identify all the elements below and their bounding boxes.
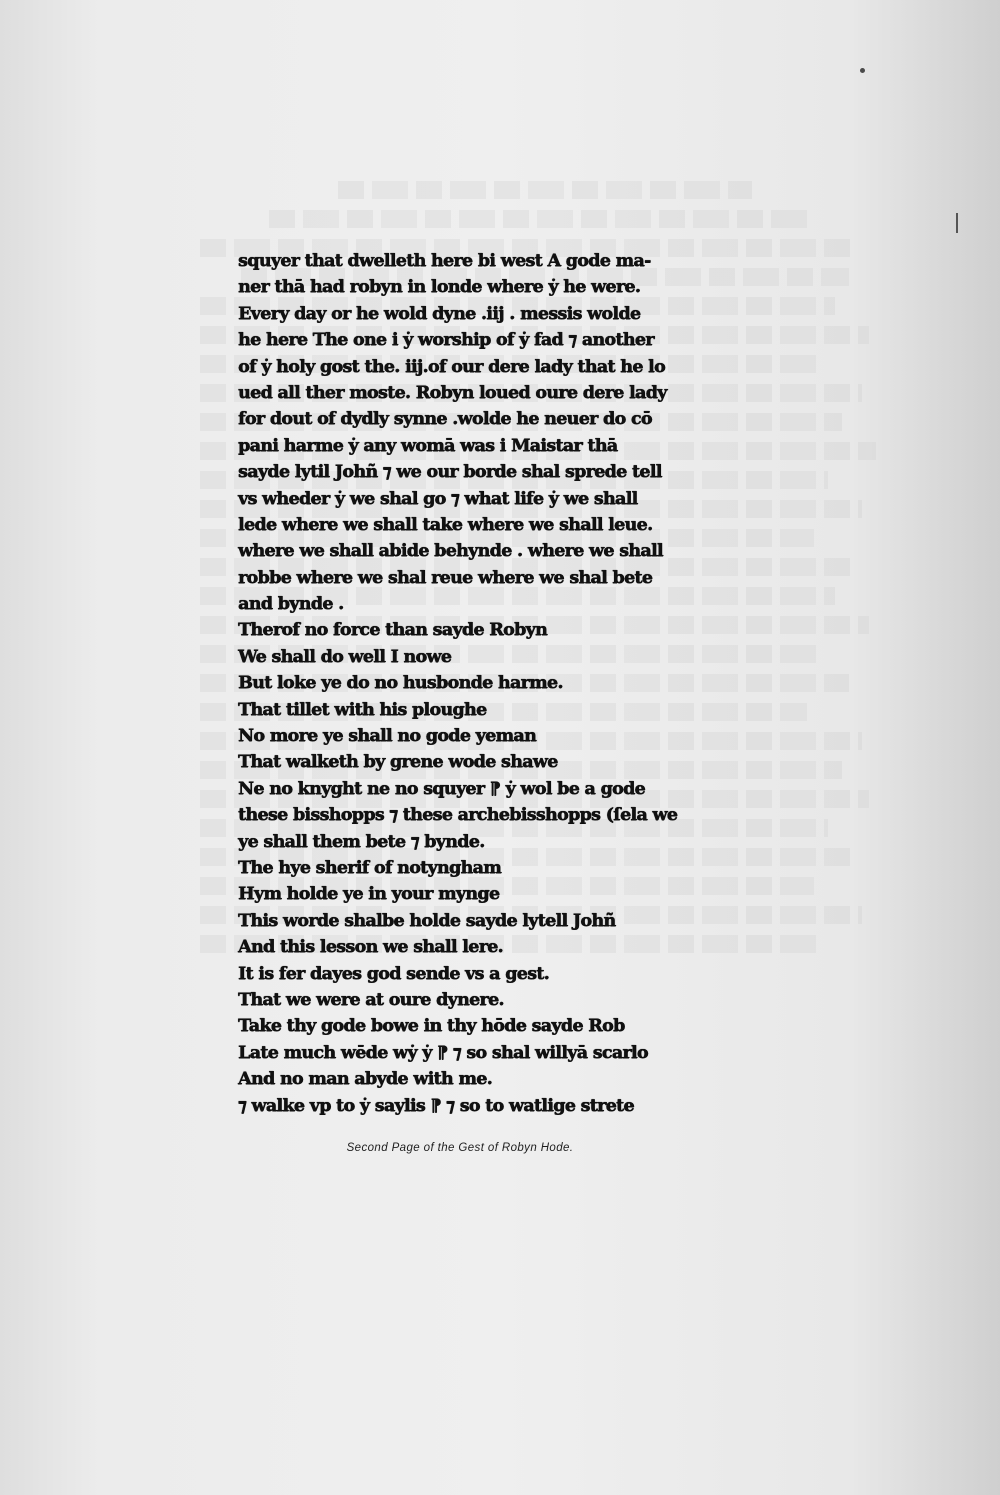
text-line: Every day or he wold dyne .iij . messis wolde [238, 303, 641, 324]
text-line: sayde lytil Johñ ⁊ we our borde shal sprede tell [238, 462, 662, 483]
text-line: squyer that dwelleth here bi west A gode ma- [238, 251, 651, 271]
bleed-through-mark [338, 181, 752, 199]
text-line: ⁊ walke vp to ẏ saylis ⁋ ⁊ so to watlige strete [238, 1095, 634, 1116]
text-line: The hye sherif of notyngham [238, 857, 502, 878]
text-line: Late much wēde wẏ ẏ ⁋ ⁊ so shal willyā scarlo [238, 1042, 648, 1063]
text-line: Therof no force than sayde Robyn [238, 620, 548, 641]
text-line: This worde shalbe holde sayde lytell Johñ [238, 910, 616, 931]
text-line: where we shall abide behynde . where we shall [238, 541, 663, 562]
text-line: And this lesson we shall lere. [238, 937, 503, 958]
edge-mark [956, 213, 958, 233]
text-line: these bisshopps ⁊ these archebisshopps (ſela we [238, 805, 678, 826]
text-line: of ẏ holy gost the. iij.of our dere lady that he lo [238, 356, 665, 377]
text-line: We shall do well I nowe [238, 646, 452, 667]
text-line: It is fer dayes god sende vs a gest. [238, 963, 550, 984]
text-line: and bynde . [238, 594, 344, 615]
figure-caption: Second Page of the Gest of Robyn Hode. [346, 1142, 574, 1154]
text-line: That walketh by grene wode shawe [238, 752, 558, 773]
bleed-through-mark [269, 210, 807, 228]
text-line: he here The one i ẏ worship of ẏ fad ⁊ another [238, 330, 654, 351]
text-line: ued all ther moste. Robyn loued oure dere lady [238, 382, 667, 403]
text-line: But loke ye do no husbonde harme. [238, 673, 563, 694]
paper-speck [860, 68, 865, 73]
text-line: vs wheder ẏ we shal go ⁊ what life ẏ we shall [238, 488, 638, 509]
text-line: Ne no knyght ne no squyer ⁋ ẏ wol be a gode [238, 778, 645, 799]
text-line: No more ye shall no gode yeman [238, 726, 536, 747]
text-line: pani harme ẏ any womā was i Maistar thā [238, 435, 618, 456]
text-line: Take thy gode bowe in thy hōde sayde Rob [238, 1016, 625, 1037]
text-line: That we were at oure dynere. [238, 989, 504, 1010]
text-line: robbe where we shal reue where we shal bete [238, 567, 653, 588]
blackletter-text-block [238, 248, 700, 1119]
text-line: Hym holde ye in your mynge [238, 884, 500, 905]
text-line: ner thā had robyn in londe where ẏ he were. [238, 277, 641, 298]
text-line: for dout of dydly synne .wolde he neuer do cō [238, 409, 652, 430]
text-line: That tillet with his ploughe [238, 699, 487, 720]
text-line: lede where we shall take where we shall leue. [238, 514, 653, 535]
text-line: ye shall them bete ⁊ bynde. [238, 831, 485, 852]
text-line: And no man abyde with me. [238, 1069, 492, 1090]
